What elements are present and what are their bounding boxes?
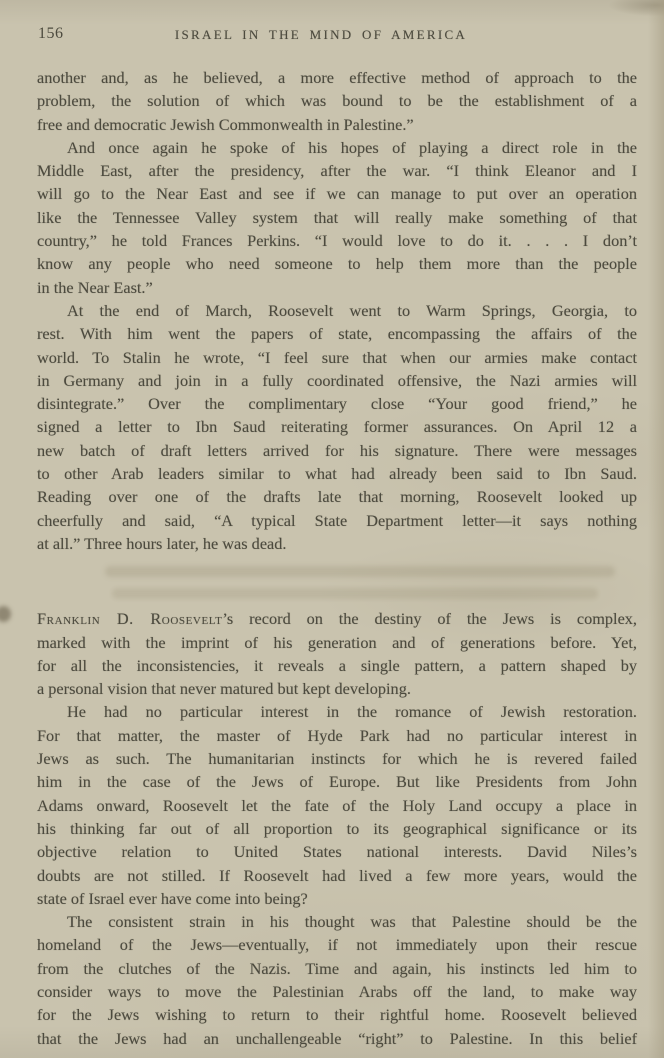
section-1 bbox=[37, 66, 637, 555]
text-line: world. To Stalin he wrote, “I feel sure that when our armies make contact bbox=[37, 347, 637, 367]
paragraph bbox=[37, 607, 637, 700]
scan-smudge bbox=[0, 606, 11, 622]
text-line: another and, as he believed, a more effective method of approach to the bbox=[37, 68, 637, 87]
text-line: He had no particular interest in the romance of Jewish restoration. bbox=[67, 702, 637, 722]
text-line: his thinking far out of all proportion to its geographical significance or its bbox=[37, 818, 637, 838]
running-head-title: ISRAEL IN THE MIND OF AMERICA bbox=[174, 27, 468, 42]
text-line: for all the inconsistencies, it reveals a single pattern, a pattern shaped by bbox=[37, 655, 637, 675]
text-line: homeland of the Jews—eventually, if not immediately upon their rescue bbox=[37, 935, 637, 955]
page-number: 156 bbox=[38, 25, 64, 42]
text-line: consider ways to move the Palestinian Arabs off the land, to make way bbox=[37, 981, 637, 1001]
text-line: rest. With him went the papers of state, encompassing the affairs of the bbox=[37, 324, 637, 344]
text-line: Franklin D. Roosevelt’s record on the destiny of the Jews is complex, bbox=[37, 609, 638, 629]
paragraph bbox=[37, 700, 637, 910]
text-line: marked with the imprint of his generation and of generations before. Yet, bbox=[37, 632, 637, 652]
paragraph bbox=[37, 136, 637, 299]
text-line: in the Near East.” bbox=[37, 277, 153, 297]
text-block bbox=[37, 66, 637, 1050]
text-line: at all.” Three hours later, he was dead. bbox=[37, 533, 287, 553]
smallcaps-lead: Franklin D. Roosevelt bbox=[37, 609, 223, 629]
text-line: country,” he told Frances Perkins. “I would love to do it. . . . I don’t bbox=[37, 231, 637, 251]
text-line: objective relation to United States national interests. David Niles’s bbox=[37, 842, 637, 862]
text-line: from the clutches of the Nazis. Time and again, his instincts led him to bbox=[37, 958, 637, 978]
text-line: Reading over one of the drafts late that morning, Roosevelt looked up bbox=[37, 487, 637, 507]
text-line: problem, the solution of which was bound to be the establishment of a bbox=[37, 91, 637, 111]
paragraph bbox=[37, 910, 637, 1050]
text-line: The consistent strain in his thought was that Palestine should be the bbox=[67, 912, 637, 932]
text-line: like the Tennessee Valley system that will really make something of that bbox=[37, 207, 637, 227]
text-line: At the end of March, Roosevelt went to Warm Springs, Georgia, to bbox=[67, 300, 637, 320]
text-line: a personal vision that never matured but kept developing. bbox=[37, 679, 411, 699]
text-line: For that matter, the master of Hyde Park had no particular interest in bbox=[37, 725, 637, 745]
section-2 bbox=[37, 607, 637, 1050]
text-line: for the Jews wishing to return to their rightful home. Roosevelt believed bbox=[37, 1005, 637, 1025]
text-line: know any people who need someone to help them more than the people bbox=[37, 254, 637, 274]
text-line: Middle East, after the presidency, after the war. “I think Eleanor and I bbox=[37, 161, 637, 181]
text-line: And once again he spoke of his hopes of playing a direct role in the bbox=[67, 137, 637, 157]
text-line: state of Israel ever have come into being? bbox=[37, 888, 308, 908]
text-line: doubts are not stilled. If Roosevelt had lived a few more years, would the bbox=[37, 865, 637, 885]
paragraph bbox=[37, 66, 637, 136]
text-line: will go to the Near East and see if we can manage to put over an operation bbox=[37, 184, 637, 204]
page-edge-shadow bbox=[648, 0, 664, 1058]
text-line: that the Jews had an unchallengeable “right” to Palestine. In this belief bbox=[37, 1028, 637, 1048]
text-line: disintegrate.” Over the complimentary close “Your good friend,” he bbox=[37, 394, 637, 414]
page-header bbox=[0, 0, 664, 60]
text-line: new batch of draft letters arrived for his signature. There were messages bbox=[37, 440, 637, 460]
text-line: him in the case of the Jews of Europe. But like Presidents from John bbox=[37, 772, 637, 792]
text-line: free and democratic Jewish Commonwealth in Palestine.” bbox=[37, 114, 414, 134]
text-line: cheerfully and said, “A typical State Department letter—it says nothing bbox=[37, 510, 637, 530]
text-line: to other Arab leaders similar to what had already been said to Ibn Saud. bbox=[37, 464, 637, 484]
text-line: in Germany and join in a fully coordinated offensive, the Nazi armies will bbox=[37, 370, 637, 390]
text-line: Adams onward, Roosevelt let the fate of the Holy Land occupy a place in bbox=[37, 795, 637, 815]
text-line: signed a letter to Ibn Saud reiterating former assurances. On April 12 a bbox=[37, 417, 637, 437]
text-line: Jews as such. The humanitarian instincts for which he is revered failed bbox=[37, 749, 637, 769]
paragraph bbox=[37, 299, 637, 555]
